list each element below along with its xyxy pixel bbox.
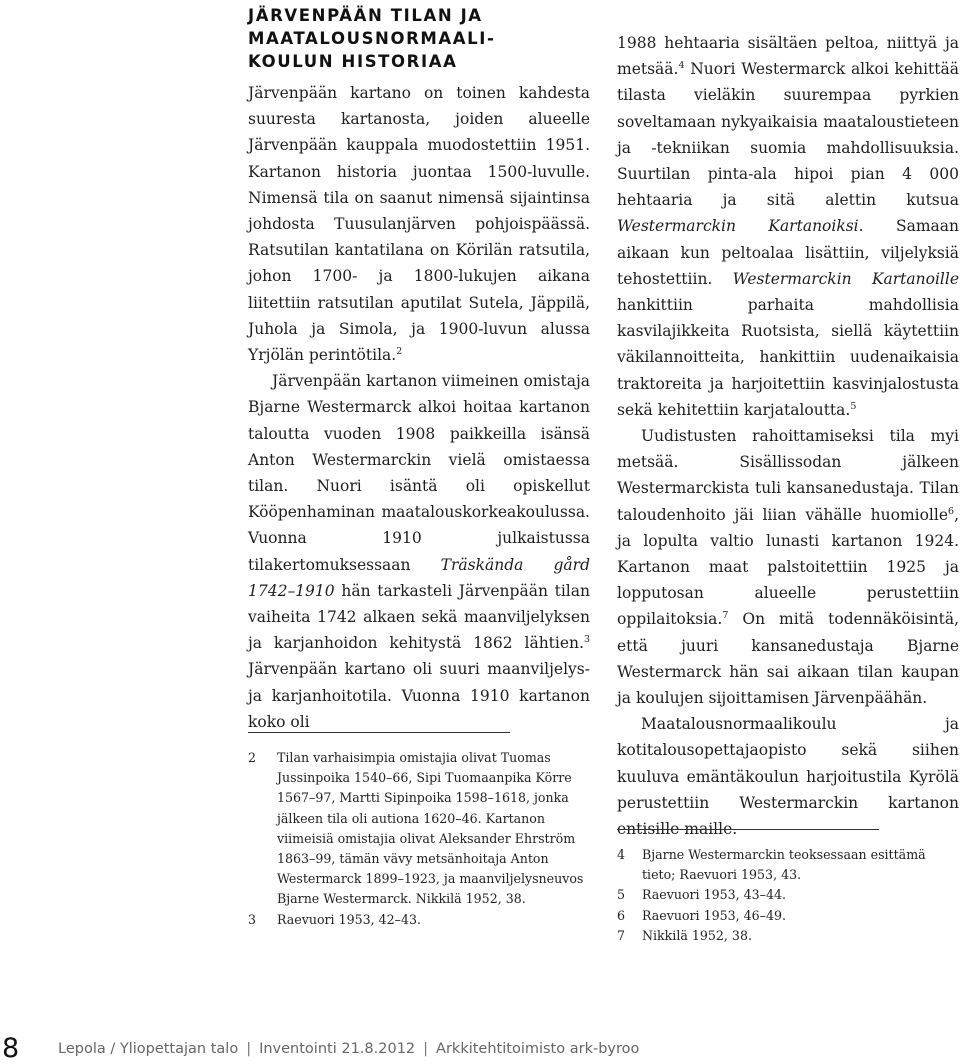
- paragraph: [617, 30, 959, 423]
- footnote-text: Tilan varhaisimpia omistajia olivat Tuomas Jussinpoika 1540–66, Sipi Tuomaanpika Körre 1567–97, Martti Sipinpoika 1598–1618, jonka jälkeen tila oli autiona 1620–46. Kartanon viimeisiä omistajia olivat Aleksander Ehrström 1863–99, tämän vävy metsänhoitaja Anton Westermarck 1899–1923, ja maanviljelysneuvos Bjarne Westermarck. Nikkilä 1952, 38.: [277, 750, 584, 907]
- footnote-number: 7: [617, 927, 626, 943]
- text-run: Maatalousnormaalikoulu ja kotitalousopettajaopisto sekä siihen kuuluva emäntäkoulun harjoitustila Kyrölä perustettiin Westermarckin kartanon entisille maille.: [617, 715, 959, 839]
- footnote-text: Raevuori 1953, 46–49.: [642, 907, 786, 923]
- heading-line: MAATALOUSNORMAALI-: [248, 29, 496, 48]
- text-run: , ja lopulta valtio lunasti kartanon 1924. Kartanon maat palstoitettiin 1925 ja lopputosan alueelle perustettiin oppilaitoksia.: [617, 505, 959, 629]
- footer-project: Lepola / Yliopettajan talo: [58, 1041, 239, 1057]
- footer-text: [58, 1041, 639, 1057]
- footer-inventory-date: Inventointi 21.8.2012: [259, 1041, 416, 1057]
- footnote: [617, 906, 960, 926]
- footnote-divider: [617, 829, 879, 830]
- footnote-text: Raevuori 1953, 43–44.: [642, 887, 786, 903]
- text-run: 1988 hehtaaria sisältäen peltoa, niittyä ja metsää.: [617, 34, 959, 79]
- text-run: On mitä todennäköisintä, että juuri kansanedustaja Bjarne Westermarck hän sai aikaan tilan kaupan ja koulujen sijoittamisen Järvenpäähän.: [617, 610, 959, 708]
- footnote-divider: [248, 732, 510, 733]
- text-run: Järvenpään kartano on toinen kahdesta suuresta kartanosta, joiden alueelle Järvenpään kauppala muodostettiin 1951. Kartanon historia juontaa 1500-luvulle. Nimensä tila on saanut nimensä sijaintinsa johdosta Tuusulanjärven pohjoispäässä. Ratsutilan kantatilana on Körilän ratsutila, johon 1700- ja 1800-lukujen aikana liitettiin ratsutilan aputilat Sutela, Jäppilä, Juhola ja Simola, ja 1900-luvun alussa Yrjölän perintötila.: [248, 84, 590, 365]
- heading-line: JÄRVENPÄÄN TILAN JA: [248, 6, 483, 25]
- footnote-number: 4: [617, 847, 626, 862]
- footnote-text: Raevuori 1953, 42–43.: [277, 911, 421, 927]
- footnote-ref: 7: [722, 610, 729, 622]
- footnotes-right: [617, 845, 960, 946]
- footnote-number: 6: [617, 907, 626, 923]
- text-run: hankittiin parhaita mahdollisia kasvilajikkeita Ruotsista, siellä käytettiin väkilannoitteita, hankittiin uudenaikaisia traktoreita ja harjoitettiin kasvinjalostusta sekä kehitettiin karjataloutta.: [617, 296, 959, 419]
- footer-separator: |: [246, 1041, 252, 1057]
- right-column: [617, 30, 959, 842]
- footnote-ref: 3: [583, 634, 590, 646]
- text-run: . Samaan aikaan kun peltoalaa lisättiin, viljelyksiä tehostettiin.: [617, 217, 959, 288]
- heading-line: KOULUN HISTORIAA: [248, 52, 458, 71]
- footnote-number: 3: [248, 911, 257, 927]
- footnotes-left: [248, 748, 593, 930]
- paragraph: [248, 80, 590, 368]
- footnote: [617, 926, 960, 946]
- italic-title: Westermarckin Kartanoiksi: [617, 217, 859, 236]
- italic-title: Westermarckin Kartanoille: [732, 269, 960, 288]
- footnote-ref: 2: [396, 346, 403, 358]
- text-run: Järvenpään kartano oli suuri maanviljelys- ja karjanhoitotila. Vuonna 1910 kartanon koko oli: [248, 660, 590, 731]
- footnote-ref: 6: [948, 505, 955, 517]
- footnote: [248, 748, 593, 910]
- text-run: Uudistusten rahoittamiseksi tila myi metsää. Sisällissodan jälkeen Westermarckista tuli kansanedustaja. Tilan taloudenhoito jäi liian vähälle huomiolle: [617, 427, 959, 524]
- text-run: Järvenpään kartanon viimeinen omistaja Bjarne Westermarck alkoi hoitaa kartanon taloutta vuoden 1908 paikkeilla isänsä Anton Westermarckin vielä omistaessa tilan. Nuori isäntä oli opiskellut Kööpenhaminan maatalouskorkeakoulussa. Vuonna 1910 julkaistussa tilakertomuksessaan: [248, 372, 590, 574]
- footnote: [248, 910, 593, 930]
- paragraph: [248, 368, 590, 735]
- text-run: Nuori Westermarck alkoi kehittää tilasta vieläkin suurempaa pyrkien soveltamaan nykyaikaisia maataloustieteen ja -tekniikan suomia mahdollisuuksia. Suurtilan pinta-ala hipoi pian 4 000 hehtaaria ja sitä alettin kutsua: [617, 60, 959, 210]
- left-column: [248, 80, 590, 735]
- italic-title: Träskända gård 1742–1910: [248, 555, 590, 600]
- paragraph: [617, 423, 959, 711]
- footnote: [617, 845, 960, 885]
- page-number: 8: [2, 1033, 20, 1064]
- footnote: [617, 885, 960, 905]
- text-run: hän tarkasteli Järvenpään tilan vaiheita 1742 alkaen sekä maanviljelyksen ja karjanhoidon kehitystä 1862 lähtien.: [248, 581, 590, 653]
- footnote-text: Nikkilä 1952, 38.: [642, 927, 752, 943]
- footnote-ref: 5: [850, 400, 857, 412]
- footnote-number: 5: [617, 887, 626, 903]
- section-heading: [248, 4, 578, 73]
- footnote-number: 2: [248, 750, 257, 765]
- footnote-ref: 4: [678, 60, 685, 72]
- footer-office: Arkkitehtitoimisto ark-byroo: [436, 1041, 640, 1057]
- paragraph: [617, 711, 959, 842]
- footer-separator: |: [423, 1041, 429, 1057]
- footnote-text: Bjarne Westermarckin teoksessaan esittämä tieto; Raevuori 1953, 43.: [642, 847, 926, 883]
